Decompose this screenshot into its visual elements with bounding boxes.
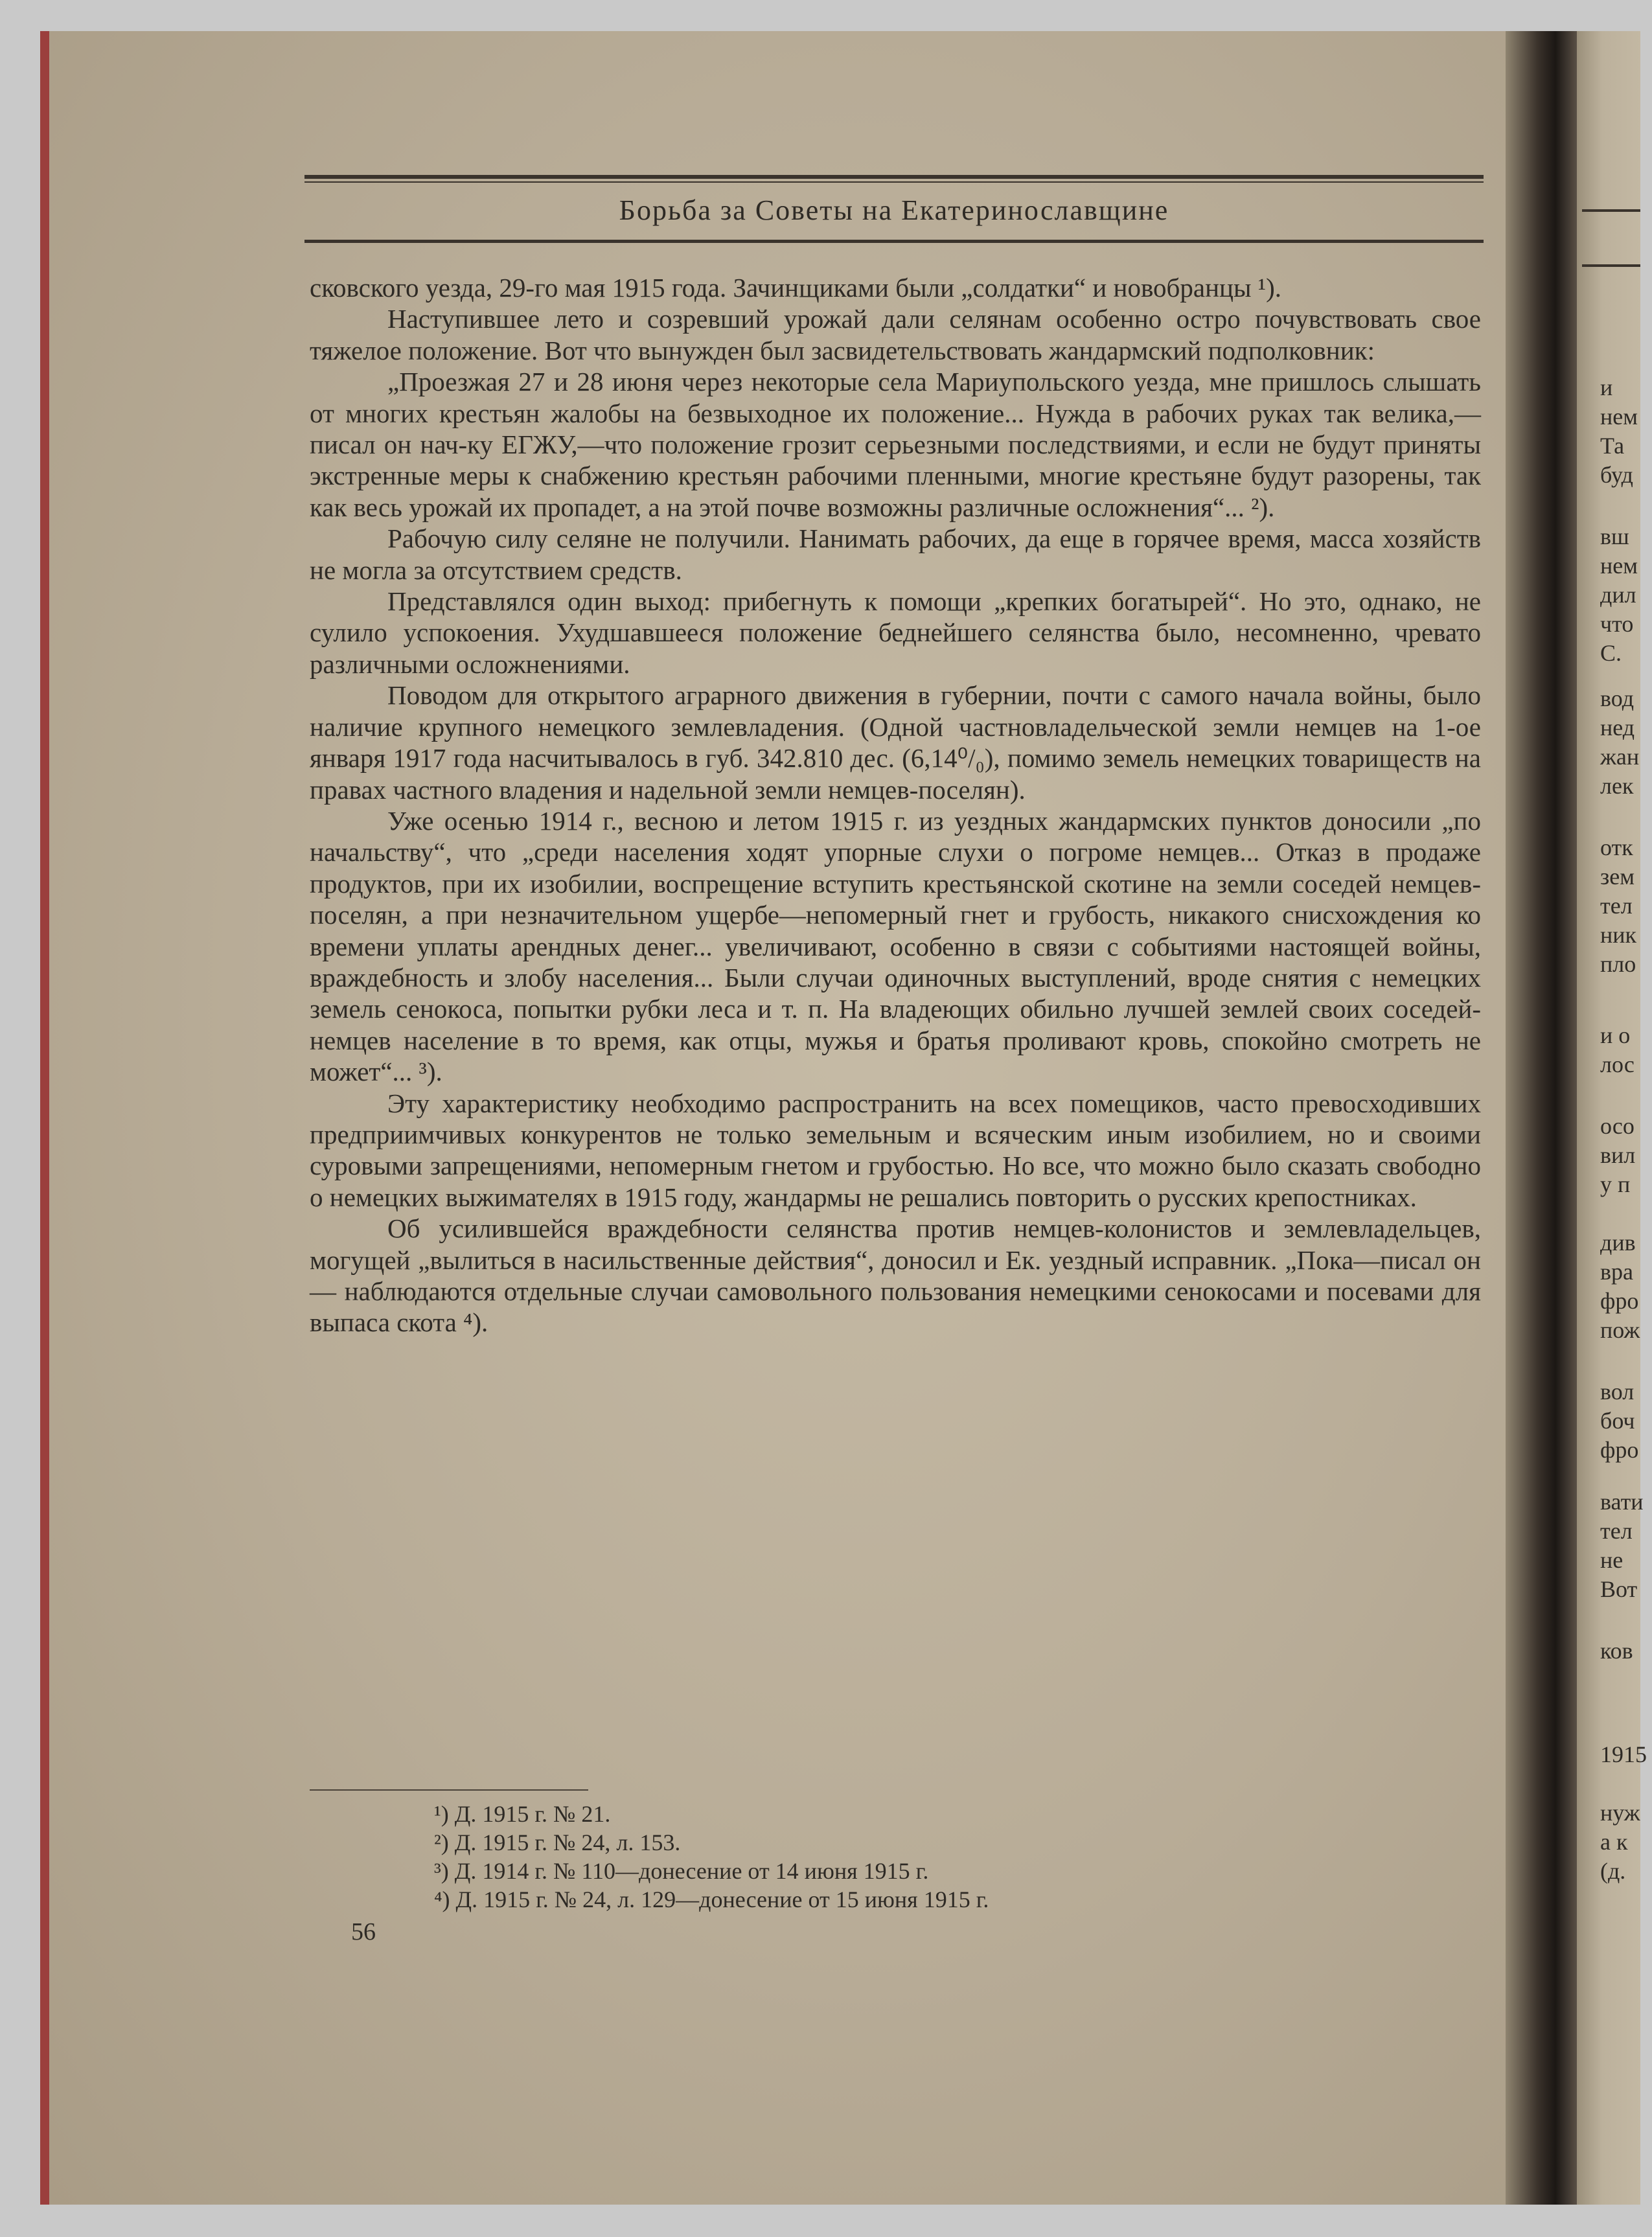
right-page-text-fragment: и о	[1600, 1022, 1631, 1048]
right-page-text-fragment: дил	[1600, 582, 1636, 608]
footnote-text: Д. 1914 г. № 110—донесение от 14 июня 1915 г.	[454, 1858, 929, 1884]
right-page-text-fragment: пло	[1600, 951, 1636, 977]
right-page-text-fragment: лос	[1600, 1051, 1635, 1077]
right-page-text-fragment: вод	[1600, 685, 1635, 711]
right-page-text-fragment: Та	[1600, 433, 1625, 459]
footnote-mark: ³)	[434, 1858, 449, 1884]
right-page-text-fragment: отк	[1600, 834, 1633, 860]
right-page-text-fragment: вил	[1600, 1142, 1636, 1168]
footnote	[434, 1885, 1406, 1914]
right-page-text-fragment: лек	[1600, 773, 1634, 799]
right-page-text-fragment: вати	[1600, 1489, 1644, 1515]
right-page-text-fragment: вра	[1600, 1259, 1633, 1285]
right-page-text-fragment: а к	[1600, 1829, 1628, 1855]
paragraph: Поводом для открытого аграрного движения в губернии, почти с самого начала войны, было наличие крупного немецкого землевладения. (Одной частновладельческой земли немцев на 1-ое января 1917 года насчитывалось в губ. 342.810 дес. (6,14⁰/₀), помимо земель немецких товариществ на правах частного владения и надельной земли немцев-поселян).	[310, 680, 1481, 805]
right-page-text-fragment: С.	[1600, 640, 1622, 666]
right-page-text-fragment: фро	[1600, 1437, 1639, 1463]
running-header: Борьба за Советы на Екатеринославщине	[619, 194, 1169, 226]
right-page-text-fragment: нед	[1600, 715, 1635, 740]
paragraph: Уже осенью 1914 г., весною и летом 1915 г. из уездных жандармских пунктов доносили „по начальству“, что „среди населения ходят упорные слухи о погроме немцев... Отказ в продаже продуктов, при их изобилии, воспрещение вступить крестьянской скотине на земли соседей немцев-поселян, а при незначительном ущербе—непомерный гнет и грубость, никакого снисхождения ко времени уплаты арендных денег... увеличивают, особенно в связи с событиями настоящей войны, враждебность и злобу населения... Были случаи одиночных выступлений, вроде снятия с немецких земель сенокоса, попытки рубки леса и т. п. На владеющих обильно лучшей землей своих соседей-немцев население в то время, как отцы, мужья и братья проливают кровь, спокойно смотреть не может“... ³).	[310, 805, 1481, 1087]
footnote	[434, 1828, 1406, 1857]
footnotes	[434, 1800, 1406, 1914]
right-page-text-fragment: у п	[1600, 1171, 1631, 1197]
right-page-text-fragment: вол	[1600, 1379, 1635, 1405]
right-page-text-fragment: (д.	[1600, 1858, 1626, 1884]
right-page-text-fragment: что	[1600, 611, 1634, 637]
right-page-text-fragment: ник	[1600, 922, 1637, 948]
footnote-mark: ²)	[434, 1830, 449, 1855]
paragraph: сковского уезда, 29-го мая 1915 года. Зачинщиками были „солдатки“ и новобранцы ¹).	[310, 273, 1281, 303]
right-page-rule	[1582, 209, 1640, 212]
right-page-text-fragment: и	[1600, 374, 1613, 400]
footnote	[434, 1857, 1406, 1885]
right-page-text-fragment: ков	[1600, 1638, 1633, 1664]
right-page-text-fragment: 1915	[1600, 1741, 1647, 1767]
paragraph: Наступившее лето и созревший урожай дали селянам особенно остро почувствовать свое тяжелое положение. Вот что вынужден был засвидетельствовать жандармский подполковник:	[310, 304, 1481, 365]
page-number: 56	[351, 1918, 376, 1945]
right-page-text-fragment: пож	[1600, 1317, 1640, 1343]
paragraph: Эту характеристику необходимо распространить на всех помещиков, часто превосходивших предприимчивых конкурентов не только земельным и всяческим иным изобилием, но и своими суровыми запрещениями, непомерным гнетом и грубостью. Но все, что можно было сказать свободно о немецких выжимателях в 1915 году, жандармы не решались повторить о русских крепостниках.	[310, 1088, 1481, 1212]
header-rule-bottom	[304, 240, 1484, 243]
right-page	[1577, 31, 1647, 2205]
right-page-text-fragment: не	[1600, 1547, 1623, 1573]
body-text	[310, 272, 1481, 1338]
right-page-text-fragment: жан	[1600, 744, 1640, 770]
footnote-text: Д. 1915 г. № 24, л. 129—донесение от 15 июня 1915 г.	[455, 1887, 989, 1912]
paragraph: Рабочую силу селяне не получили. Нанимать рабочих, да еще в горячее время, масса хозяйств не могла за отсутствием средств.	[310, 523, 1481, 585]
footnote-text: Д. 1915 г. № 24, л. 153.	[454, 1830, 681, 1855]
book-gutter	[1506, 31, 1577, 2205]
right-page-text-fragment: осо	[1600, 1113, 1635, 1139]
right-page-text-fragment: тел	[1600, 893, 1633, 919]
right-page-text-fragment: зем	[1600, 864, 1635, 889]
right-page-text-fragment: див	[1600, 1230, 1636, 1256]
right-page-rule	[1582, 264, 1640, 267]
header-rule-top	[304, 175, 1484, 179]
footnote-rule	[310, 1789, 588, 1791]
right-page-text-fragment: Вот	[1600, 1576, 1638, 1602]
right-page-text-fragment: вш	[1600, 523, 1629, 549]
right-page-text-fragment: фро	[1600, 1288, 1639, 1314]
right-page-text-fragment: боч	[1600, 1408, 1635, 1434]
paragraph: Об усилившейся враждебности селянства против немцев-колонистов и землевладельцев, могущей „вылиться в насильственные действия“, доносил и Ек. уездный исправник. „Пока—писал он— наблюдаются отдельные случаи самовольного пользования немецкими сенокосами и посевами для выпаса скота ⁴).	[310, 1213, 1481, 1338]
footnote-text: Д. 1915 г. № 21.	[454, 1801, 611, 1827]
footnote	[434, 1800, 1406, 1828]
right-page-text-fragment: тел	[1600, 1518, 1633, 1544]
right-page-text-fragment: нуж	[1600, 1800, 1640, 1826]
right-page-text-fragment: нем	[1600, 553, 1638, 579]
footnote-mark: ¹)	[434, 1801, 449, 1827]
right-page-text-fragment: буд	[1600, 462, 1633, 488]
right-page-text-fragment: нем	[1600, 404, 1638, 430]
footnote-mark: ⁴)	[434, 1887, 450, 1912]
paragraph: „Проезжая 27 и 28 июня через некоторые села Мариупольского уезда, мне пришлось слышать от многих крестьян жалобы на безвыходное их положение... Нужда в рабочих руках так велика,—писал он нач-ку ЕГЖУ,—что положение грозит серьезными последствиями, и если не будут приняты экстренные меры к снабжению крестьян рабочими пленными, многие крестьяне будут разорены, так как весь урожай их пропадет, а на этой почве возможны различные осложнения“... ²).	[310, 367, 1481, 522]
paragraph: Представлялся один выход: прибегнуть к помощи „крепких богатырей“. Но это, однако, не сулило успокоения. Ухудшавшееся положение беднейшего селянства было, несомненно, чревато различными осложнениями.	[310, 586, 1481, 679]
